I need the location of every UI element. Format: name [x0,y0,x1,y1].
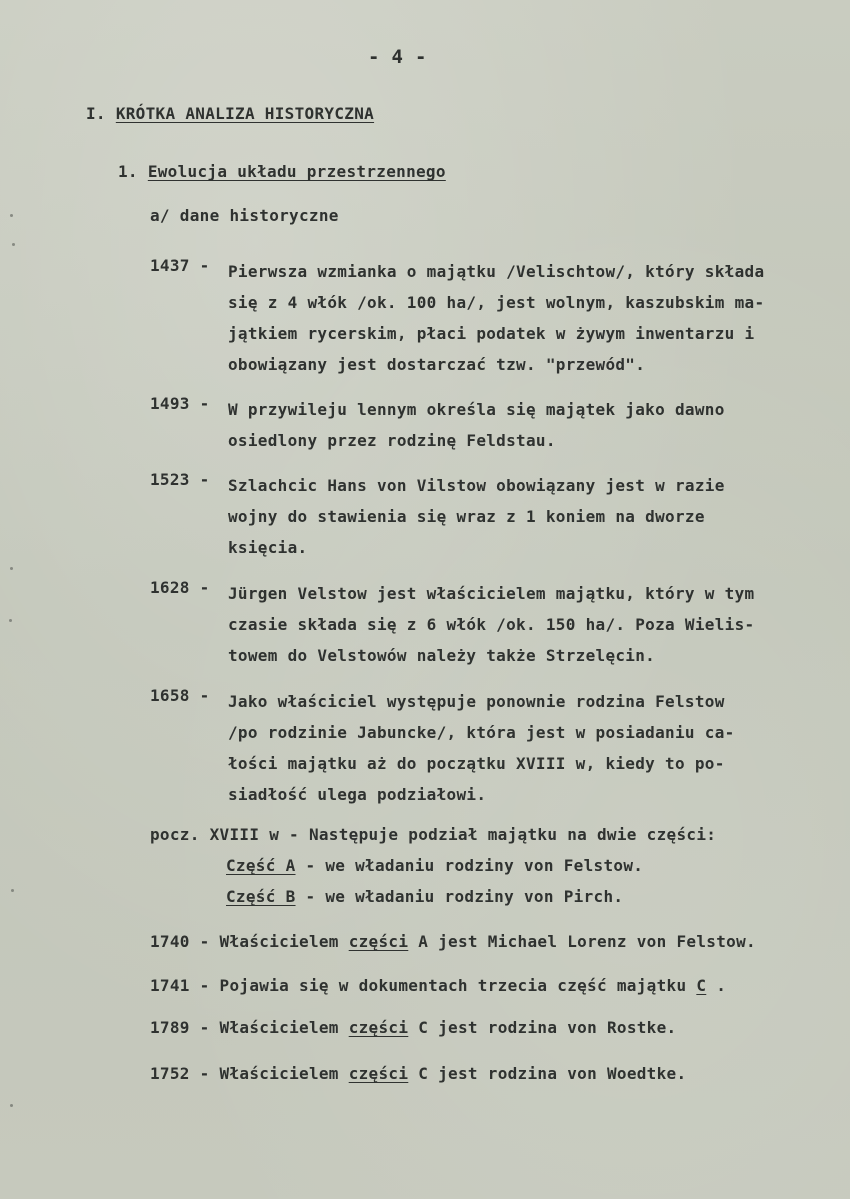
section-title: KRÓTKA ANALIZA HISTORYCZNA [115,104,375,123]
entry-1741: 1741 - Pojawia się w dokumentach trzecia część majątku C . [150,976,727,995]
entry-text: Szlachcic Hans von Vilstow obowiązany jest w razie wojny do stawienia się wraz z 1 koniem na dworze księcia. [228,476,725,557]
speck [9,619,12,622]
part-b-line: Część B - we władaniu rodziny von Pirch. [226,887,624,906]
entry-1752: 1752 - Właścicielem części C jest rodzina von Woedtke. [150,1064,687,1083]
entry-year: 1523 - [150,470,210,489]
section-heading [86,104,374,123]
section-number: I. [86,104,106,123]
entry-1740: 1740 - Właścicielem części A jest Michael Lorenz von Felstow. [150,932,756,951]
subheading: a/ dane historyczne [150,206,339,225]
subsection-heading [118,162,446,181]
subsection-number: 1. [118,162,138,181]
speck [10,214,13,217]
entry-year: 1493 - [150,394,210,413]
part-a-line: Część A - we władaniu rodziny von Felstow. [226,856,644,875]
speck [10,567,13,570]
pocz-line: pocz. XVIII w - Następuje podział majątku na dwie części: [150,825,717,844]
entry-year: 1658 - [150,686,210,705]
entry-year: 1628 - [150,578,210,597]
entry-text: Jako właściciel występuje ponownie rodzina Felstow /po rodzinie Jabuncke/, która jest w posiadaniu ca- łości majątku aż do początku XVIII w, kiedy to po- siadłość ulega podziałowi. [228,692,735,804]
entry-year: 1437 - [150,256,210,275]
page-number: - 4 - [368,46,427,68]
entry-text: Pierwsza wzmianka o majątku /Velischtow/, który składa się z 4 włók /ok. 100 ha/, jest wolnym, kaszubskim ma- jątkiem rycerskim, płaci podatek w żywym inwentarzu i obowiązany jest dostarczać tzw. "przewód". [228,262,765,374]
entry-1789: 1789 - Właścicielem części C jest rodzina von Rostke. [150,1018,677,1037]
speck [11,889,14,892]
entry-text: Jürgen Velstow jest właścicielem majątku, który w tym czasie składa się z 6 włók /ok. 150 ha/. Poza Wielis- towem do Velstowów należy także Strzelęcin. [228,584,755,665]
subsection-title: Ewolucja układu przestrzennego [147,162,446,181]
speck [10,1104,13,1107]
entry-text: W przywileju lennym określa się majątek jako dawno osiedlony przez rodzinę Feldstau. [228,400,725,450]
speck [12,243,15,246]
